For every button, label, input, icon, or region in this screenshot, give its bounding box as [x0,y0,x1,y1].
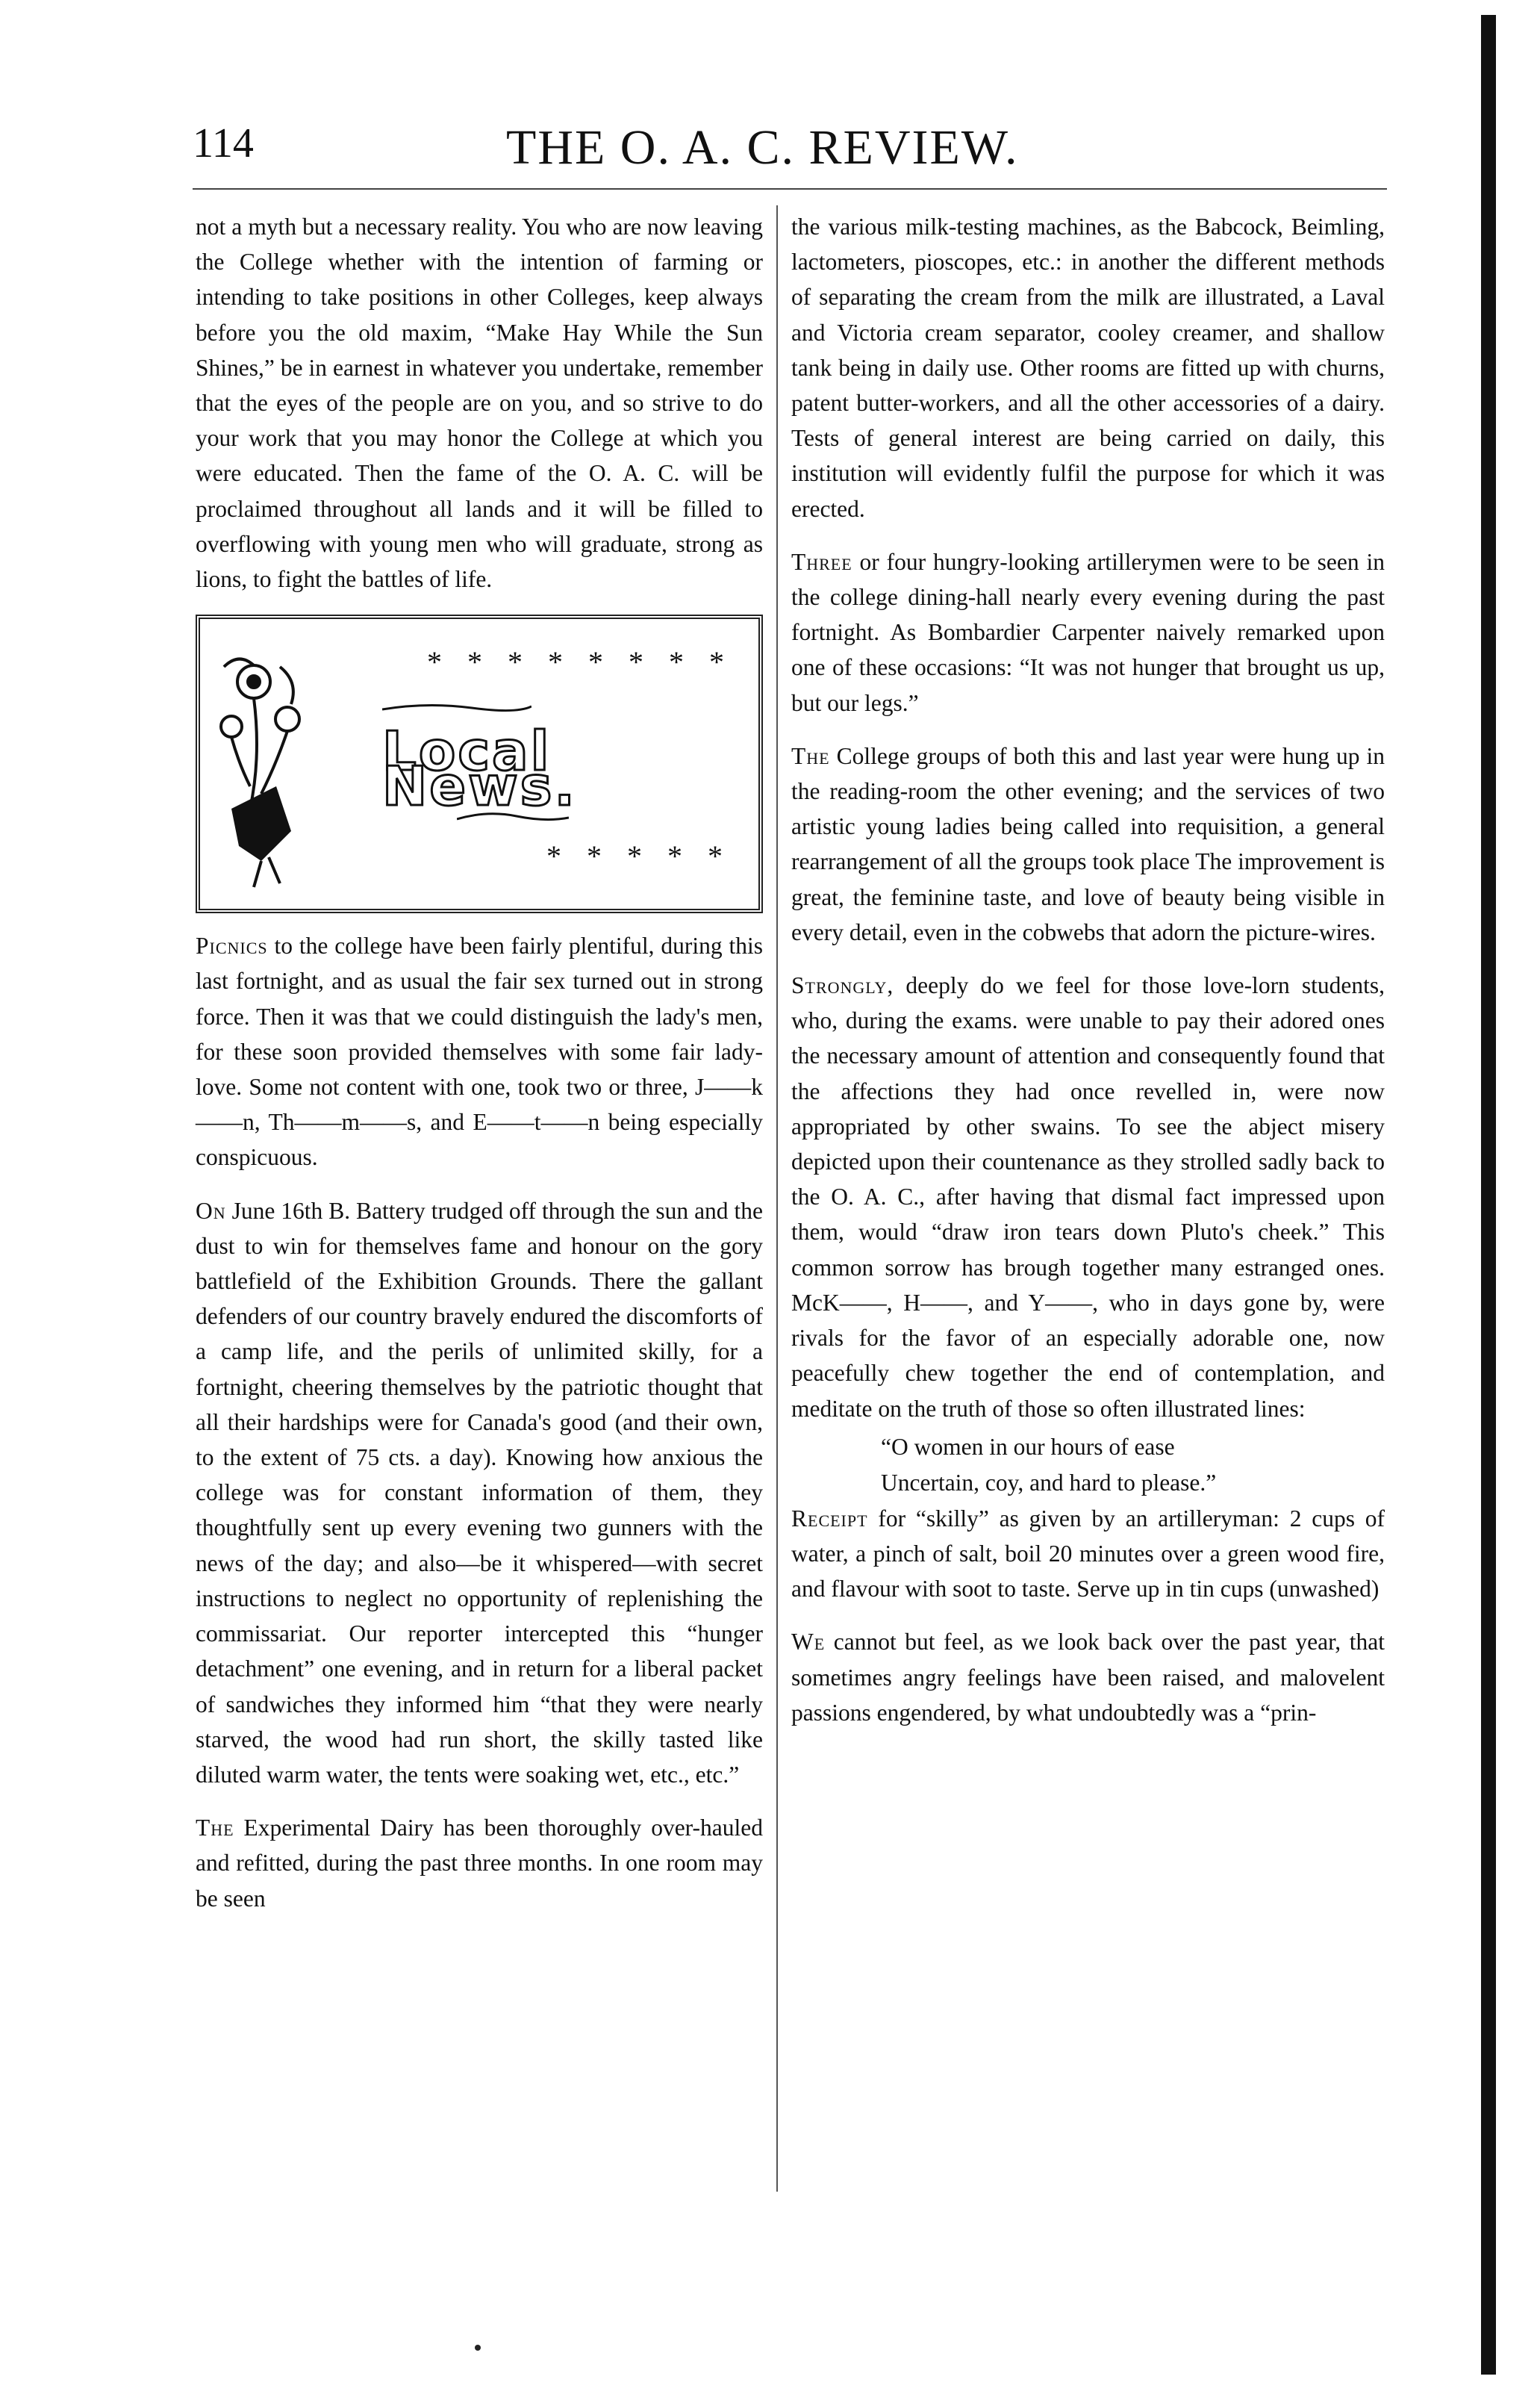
banner-stars-bottom: * * * * * [546,839,732,874]
battery-paragraph [196,1193,763,1792]
closing-paragraph [791,1624,1385,1730]
paragraph-text: cannot but feel, as we look back over the past year, that sometimes angry feelings have been raised, and malovelent passions engendered, by what undoubtedly was a “prin- [791,1629,1385,1726]
lead-word: The [196,1815,234,1841]
scan-speck [475,2345,481,2351]
flower-ornament-icon [209,637,321,891]
lead-word: On [196,1197,226,1224]
dairy-continued-paragraph: the various milk-testing machines, as the Babcock, Beimling, lactometers, pioscopes, etc.: in another the different methods of separating the cream from the milk are illustrated, a Laval and Victoria cream separator, cooley creamer, and shallow tank being in daily use. Other rooms are fitted up with churns, patent butter-workers, and all the other accessories of a dairy. Tests of general interest are being carried on daily, this institution will evidently fulfil the purpose for which it was erected. [791,214,1385,522]
paragraph-text: deeply do we feel for those love-lorn students, who, during the exams. were unable to pay their adored ones the necessary amount of attention and consequently found that the affections they had once revelled in, were now appropriated by other swains. To see the abject misery depicted upon their countenance as they strolled sadly back to the O. A. C., after having that dismal fact impressed upon them, would “draw iron tears down Pluto's cheek.” This common sorrow has brough together many estranged ones. McK——, H——, and Y——, who in days gone by, were rivals for the favor of an especially adorable one, now peacefully chew together the end of contemplation, and meditate on the truth of those so often illustrated lines: [791,972,1385,1422]
paragraph-text: Experimental Dairy has been thoroughly over-hauled and refitted, during the past three months. In one room may be seen [196,1815,763,1912]
paragraph-text: June 16th B. Battery trudged off through the sun and the dust to win for themselves fame and honour on the gory battlefield of the Exhibition Grounds. There the gallant defenders of our country bravely endured the discomforts of a camp life, and the perils of unlimited skilly, for a fortnight, cheering themselves by the patriotic thought that all their hardships were for Canada's good (and their own, to the extent of 75 cts. a day). Knowing how anxious the college was for constant information of them, they thoughtfully sent up every evening two gunners with the news of the day; and also—be it whispered—with secret instructions to neglect no opportunity of replenishing the commissariat. Our reporter intercepted this “hunger detachment” one evening, and in return for a liberal packet of sandwiches they informed him “that they were nearly starved, the wood had run short, the skilly tasted like diluted warm water, the tents were soaking wet, etc., etc.” [196,1197,763,1788]
local-news-heading: Local News. [382,720,577,818]
artillerymen-paragraph [791,544,1385,721]
swash-ornament-icon [457,809,569,824]
lead-word: We [791,1629,826,1655]
scan-edge-bar [1481,15,1496,2375]
header-rule [193,188,1387,190]
picnics-paragraph [196,928,763,1175]
college-groups-paragraph [791,739,1385,950]
skilly-recipe-paragraph [791,1501,1385,1607]
banner-stars-top: * * * * * * * * [427,645,733,680]
page-number: 114 [193,120,254,167]
lovelorn-paragraph [791,968,1385,1426]
swash-ornament-icon [382,700,531,715]
dairy-paragraph [196,1810,763,1916]
local-news-banner [196,615,763,913]
paragraph-text: or four hungry-looking artillerymen were to be seen in the college dining-hall nearly every evening during the past fortnight. As Bombardier Carpenter naively remarked upon one of these occasions: “It was not hunger that brought us up, but our legs.” [791,548,1385,716]
page-title: THE O. A. C. REVIEW. [506,120,1019,175]
paragraph-text: College groups of both this and last year were hung up in the reading-room the other evening; and the services of two artistic young ladies being called into requisition, a general rearrangement of all the groups took place The improvement is great, the feminine taste, and love of beauty being visible in every detail, even in the cobwebs that adorn the picture-wires. [791,742,1385,945]
left-column [196,209,763,1916]
paragraph-text: for “skilly” as given by an artilleryman: 2 cups of water, a pinch of salt, boil 20 minutes over a green wood fire, and flavour with soot to taste. Serve up in tin cups (unwashed) [791,1505,1385,1602]
verse-line: Uncertain, coy, and hard to please.” [881,1469,1217,1496]
lead-word: Strongly, [791,972,894,999]
verse-quote [881,1429,1385,1501]
lead-word: Picnics [196,933,268,960]
lead-word: The [791,742,830,769]
page-header [193,119,1387,179]
right-column [791,209,1385,1730]
verse-line: “O women in our hours of ease [881,1433,1175,1460]
paragraph-text: to the college have been fairly plentiful, during this last fortnight, and as usual the fair sex turned out in strong force. Then it was that we could distinguish the lady's men, for these soon provided themselves with some fair lady-love. Some not content with one, took two or three, J——k ——n, Th——m——s, and E——t——n being especially conspicuous. [196,933,763,1171]
lead-word: Receipt [791,1505,868,1532]
lead-word: Three [791,548,852,575]
left-paragraph-1: not a myth but a necessary reality. You who are now leaving the College whether with the intention of farming or intending to take positions in other Colleges, keep always before you the old maxim, “Make Hay While the Sun Shines,” be in earnest in whatever you undertake, remember that the eyes of the people are on you, and so strive to do your work that you may honor the College at which you were educated. Then the fame of the O. A. C. will be proclaimed throughout all lands and it will be filled to overflowing with young men who will graduate, strong as lions, to fight the battles of life. [196,214,763,593]
column-divider [776,205,778,2192]
